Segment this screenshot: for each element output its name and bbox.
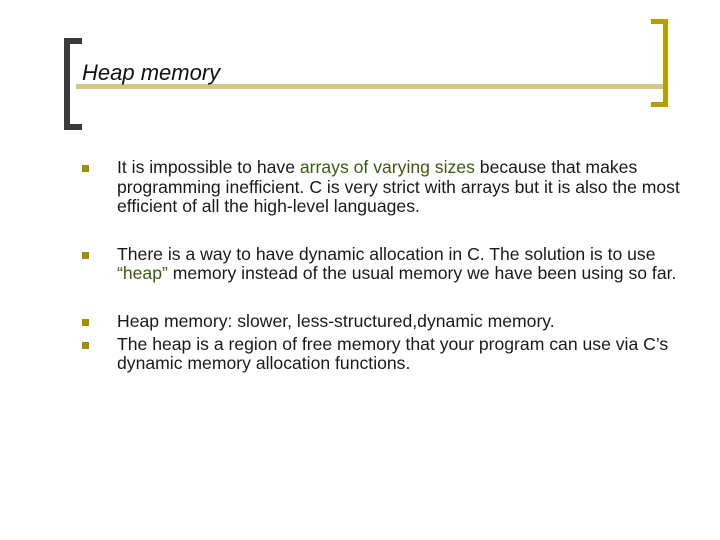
highlighted-text: “heap” [117, 263, 168, 284]
bullet-list [82, 158, 682, 374]
right-bracket-decoration [651, 19, 668, 107]
bullet-item [82, 312, 682, 332]
bullet-text: The heap is a region of free memory that your program can use via C’s dynamic memory allocation functions. [117, 333, 669, 374]
square-bullet-icon [82, 252, 89, 259]
bullet-item [82, 245, 682, 284]
slide-title: Heap memory [82, 60, 221, 85]
square-bullet-icon [82, 319, 89, 326]
square-bullet-icon [82, 165, 89, 172]
bullet-item [82, 335, 682, 374]
bullet-text: because that makes programming inefficient. C is very strict with arrays but it is also the most efficient of all the high-level languages. [117, 157, 680, 217]
bullet-text: There is a way to have dynamic allocation in C. The solution is to use [117, 243, 656, 264]
bullet-item [82, 158, 682, 217]
square-bullet-icon [82, 342, 89, 349]
bullet-text: Heap memory: slower, less-structured,dynamic memory. [117, 310, 555, 331]
bullet-text: It is impossible to have [117, 157, 300, 177]
highlighted-text: arrays of varying sizes [299, 157, 475, 177]
bullet-text: memory instead of the usual memory we have been using so far. [167, 263, 677, 284]
